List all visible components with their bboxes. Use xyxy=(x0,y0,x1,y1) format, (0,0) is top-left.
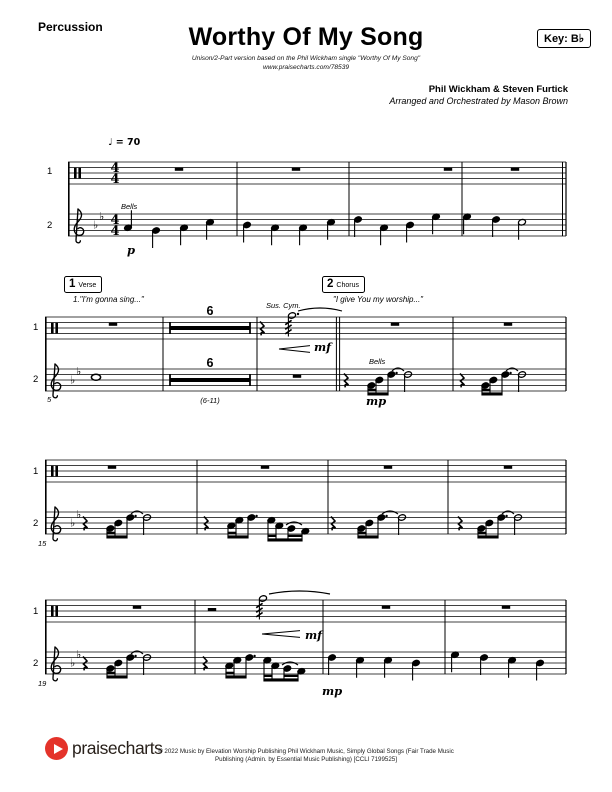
copyright-line-1: © 2022 Music by Elevation Worship Publishing Phil Wickham Music, Simply Global Songs (Fair Trade Music xyxy=(158,748,454,755)
dynamic-marking: mp xyxy=(366,394,387,408)
staff-number-label: 2 xyxy=(33,658,39,669)
rehearsal-label: Chorus xyxy=(336,282,359,289)
svg-text:4: 4 xyxy=(110,160,120,176)
svg-text:4: 4 xyxy=(110,172,120,188)
rehearsal-label: Verse xyxy=(78,282,97,289)
instrument-cue-label: Bells xyxy=(369,357,386,366)
multirest-count: 6 xyxy=(206,356,214,370)
composers: Phil Wickham & Steven Furtick xyxy=(428,84,568,95)
song-title: Worthy Of My Song xyxy=(188,23,424,51)
staff-number-label: 2 xyxy=(33,518,39,529)
measure-number: 19 xyxy=(38,679,47,688)
svg-text:♭: ♭ xyxy=(70,373,76,387)
dynamic-marking: mf xyxy=(305,628,323,642)
tempo-marking: ♩ = 70 xyxy=(108,137,141,148)
staff-number-label: 1 xyxy=(33,322,39,333)
multirest-range: (6-11) xyxy=(200,396,220,405)
praisecharts-wordmark: praisecharts xyxy=(72,738,163,758)
part-name: Percussion xyxy=(38,20,103,34)
svg-text:♭: ♭ xyxy=(70,656,76,670)
staff-number-label: 2 xyxy=(47,220,53,231)
svg-text:♭: ♭ xyxy=(76,648,82,662)
arranger-credit: Arranged and Orchestrated by Mason Brown xyxy=(389,96,568,106)
instrument-cue-label: Bells xyxy=(121,202,138,211)
svg-text:♭: ♭ xyxy=(99,210,105,224)
measure-number: 5 xyxy=(47,395,52,404)
staff-number-label: 1 xyxy=(33,606,39,617)
svg-text:4: 4 xyxy=(110,212,120,228)
svg-text:♭: ♭ xyxy=(70,516,76,530)
song-subtitle: Unison/2-Part version based on the Phil Wickham single "Worthy Of My Song" xyxy=(191,55,421,62)
dynamic-marking: mf xyxy=(314,340,332,354)
rehearsal-number: 2 xyxy=(327,278,334,290)
staff-number-label: 1 xyxy=(33,466,39,477)
dynamic-marking: mp xyxy=(322,684,343,698)
praisecharts-url: www.praisecharts.com/78539 xyxy=(262,64,350,71)
staff-number-label: 1 xyxy=(47,166,53,177)
svg-text:♭: ♭ xyxy=(93,218,99,232)
lyric-cue: "I give You my worship..." xyxy=(333,295,424,304)
svg-text:♭: ♭ xyxy=(76,508,82,522)
key-signature-badge: Key: B♭ xyxy=(537,29,591,48)
svg-text:4: 4 xyxy=(110,224,120,240)
measure-number: 15 xyxy=(38,539,47,548)
instrument-cue-label: Sus. Cym. xyxy=(266,301,301,310)
multirest-count: 6 xyxy=(206,304,214,318)
dynamic-marking: p xyxy=(127,243,136,257)
copyright-line-2: Publishing (Admin. by Essential Music Publishing) [CCLI 7199525] xyxy=(215,756,397,763)
staff-number-label: 2 xyxy=(33,374,39,385)
rehearsal-number: 1 xyxy=(69,278,76,290)
svg-text:♭: ♭ xyxy=(76,365,82,379)
lyric-cue: 1."I'm gonna sing..." xyxy=(73,295,144,304)
